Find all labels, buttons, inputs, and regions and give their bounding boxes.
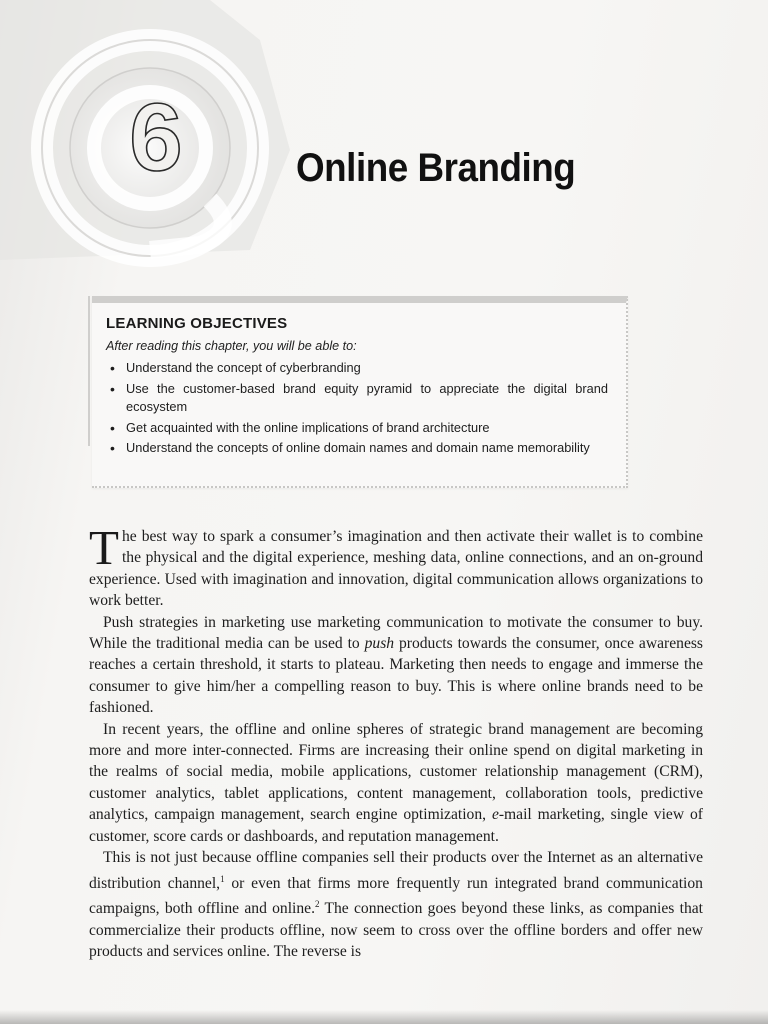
objective-item: • Understand the concept of cyberbranding	[110, 360, 361, 376]
paragraph: This is not just because offline companies sell their products over the Internet as an alternative distribution channel,$^1$ or even that firms more frequently run integrated brand communication campaigns, both offline and online.$^2$ The connection goes beyond these links, as companies that commercialize their products offline, now seem to cross over the offline borders and offer new products and services online. The reverse is	[89, 849, 704, 961]
drop-cap: T	[89, 520, 119, 575]
objective-item: • Use the customer-based brand equity pyramid to appreciate the digital brand ecosystem	[110, 380, 608, 415]
chapter-title: Online Branding	[296, 146, 576, 190]
paragraph: Push strategies in marketing use marketing communication to motivate the consumer to buy. While the traditional media can be used to push products towards the consumer, once awareness reaches a certain threshold, it starts to plateau. Marketing then needs to engage and immerse the consumer to give him/her a compelling reason to buy. This is where online brands need to be fashioned.	[89, 613, 703, 717]
objectives-intro: After reading this chapter, you will be able to:	[106, 339, 357, 353]
footnote-ref[interactable]: 1	[220, 873, 225, 884]
bullet-icon: •	[110, 440, 115, 457]
bullet-icon: •	[110, 380, 115, 397]
paragraph: In recent years, the offline and online spheres of strategic brand management are becoming more and more inter-connected. Firms are increasing their online spend on digital marketing in the realms of social media, mobile applications, customer relationship management (CRM), customer analytics, tablet applications, content management, collaboration tools, predictive analytics, campaign management, search engine optimization, e-mail marketing, single view of customer, score cards or dashboards, and reputation management.	[89, 720, 703, 845]
learning-objectives-box	[92, 296, 628, 488]
page-edge-shadow	[0, 1010, 768, 1024]
bullet-icon: •	[110, 360, 115, 376]
svg-text:6: 6	[129, 92, 183, 182]
paragraph: The best way to spark a consumer’s imagination and then activate their wallet is to combine the physical and the digital experience, meshing data, online connections, and an on-ground experience. Used with imagination and innovation, digital communication allows organizations to work better.	[89, 520, 703, 610]
objective-item: • Get acquainted with the online implications of brand architecture	[110, 419, 490, 436]
objectives-heading: LEARNING OBJECTIVES	[106, 315, 288, 332]
footnote-ref[interactable]: 2	[315, 899, 320, 910]
bullet-icon: •	[110, 419, 115, 436]
objective-item: • Understand the concepts of online domain names and domain name memorability	[110, 440, 590, 457]
objectives-list	[108, 359, 608, 460]
chapter-body	[89, 520, 704, 963]
chapter-number	[116, 92, 196, 182]
